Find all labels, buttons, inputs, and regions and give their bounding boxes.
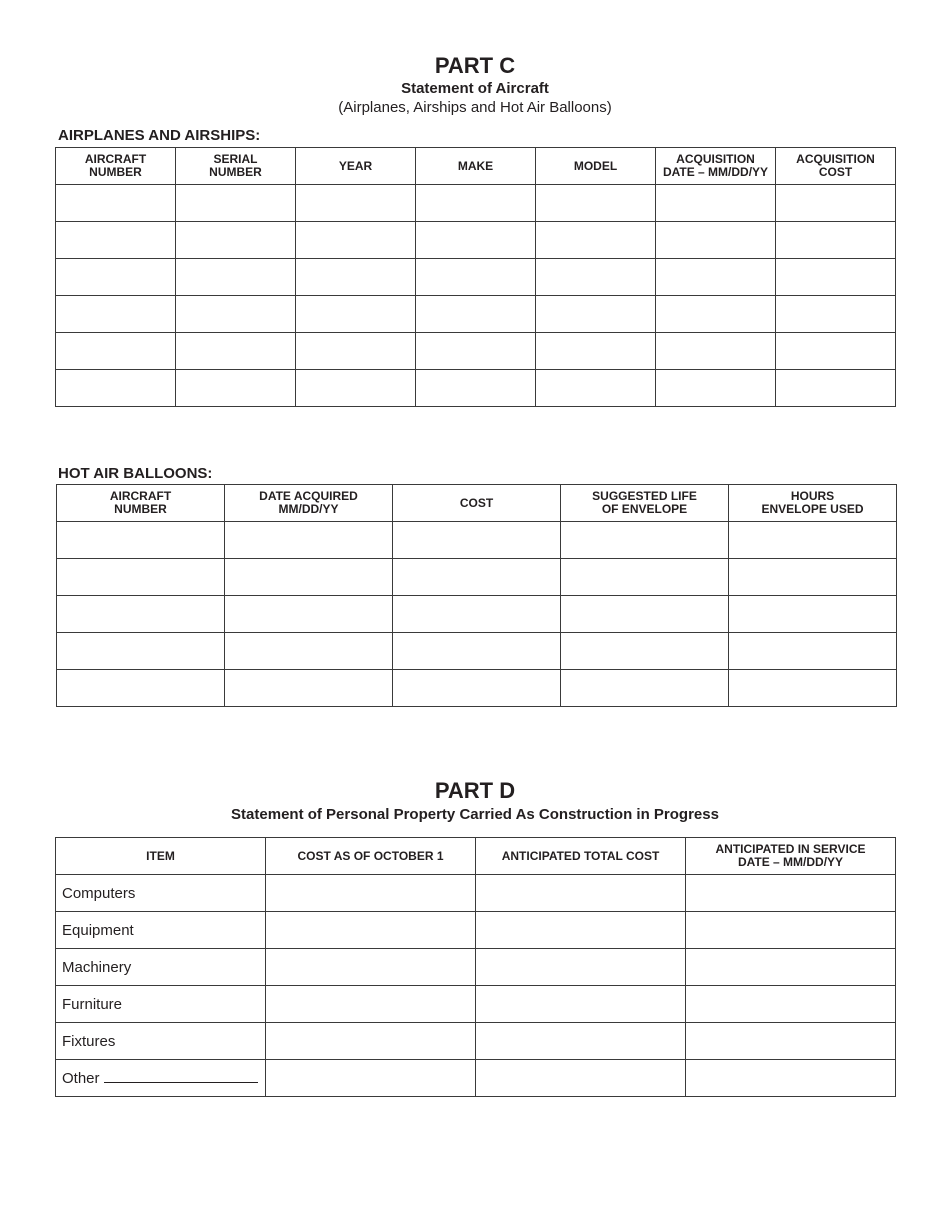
construction-item-cell [56, 949, 266, 986]
balloons-entry-cell[interactable] [729, 633, 897, 670]
construction-entry-cell[interactable] [266, 912, 476, 949]
airplanes-entry-cell[interactable] [776, 296, 896, 333]
airplanes-header-text: NUMBER [89, 165, 142, 179]
construction-entry-cell[interactable] [686, 986, 896, 1023]
construction-entry-cell[interactable] [476, 912, 686, 949]
balloons-header-cell [225, 485, 393, 522]
balloons-row [57, 670, 897, 707]
balloons-header-cell [729, 485, 897, 522]
construction-item-cell [56, 875, 266, 912]
construction-row [56, 875, 896, 912]
construction-entry-cell[interactable] [266, 986, 476, 1023]
balloons-header-text: AIRCRAFT [109, 489, 172, 503]
construction-entry-cell[interactable] [476, 875, 686, 912]
balloons-entry-cell[interactable] [393, 633, 561, 670]
airplanes-entry-cell[interactable] [416, 370, 536, 407]
balloons-entry-cell[interactable] [729, 670, 897, 707]
airplanes-header-text: ACQUISITION [676, 152, 755, 166]
airplanes-header-cell [296, 148, 416, 185]
construction-entry-cell[interactable] [686, 1060, 896, 1097]
balloons-entry-cell[interactable] [561, 633, 729, 670]
balloons-header-text: NUMBER [114, 502, 167, 516]
balloons-entry-cell[interactable] [561, 670, 729, 707]
balloons-header-text: MM/DD/YY [278, 502, 339, 516]
airplanes-entry-cell[interactable] [176, 370, 296, 407]
balloons-section-label: HOT AIR BALLOONS: [58, 465, 213, 482]
airplanes-entry-cell[interactable] [416, 185, 536, 222]
construction-entry-cell[interactable] [476, 1060, 686, 1097]
airplanes-header-text: YEAR [338, 158, 373, 173]
balloons-entry-cell[interactable] [393, 596, 561, 633]
balloons-header-text: ENVELOPE USED [761, 502, 864, 516]
airplanes-entry-cell[interactable] [536, 296, 656, 333]
airplanes-entry-cell[interactable] [536, 333, 656, 370]
construction-entry-cell[interactable] [686, 949, 896, 986]
construction-item-label: Fixtures [62, 1032, 116, 1050]
airplanes-header-text: MODEL [573, 158, 618, 173]
part-c-title: PART C [434, 53, 516, 78]
airplanes-row [56, 222, 896, 259]
balloons-row [57, 596, 897, 633]
balloons-entry-cell[interactable] [729, 596, 897, 633]
airplanes-header-row [56, 148, 896, 185]
airplanes-entry-cell[interactable] [416, 296, 536, 333]
balloons-entry-cell[interactable] [225, 596, 393, 633]
balloons-row [57, 559, 897, 596]
airplanes-header-cell [56, 148, 176, 185]
construction-item-cell [56, 912, 266, 949]
balloons-table [56, 484, 897, 707]
balloons-header-text: HOURS [790, 489, 835, 503]
airplanes-row [56, 370, 896, 407]
airplanes-table [55, 147, 896, 407]
airplanes-entry-cell[interactable] [656, 333, 776, 370]
construction-row [56, 949, 896, 986]
balloons-entry-cell[interactable] [57, 596, 225, 633]
construction-entry-cell[interactable] [266, 875, 476, 912]
airplanes-header-text: COST [818, 165, 853, 179]
airplanes-header-text: NUMBER [209, 165, 262, 179]
airplanes-header-text: SERIAL [213, 152, 258, 166]
airplanes-header-cell [776, 148, 896, 185]
construction-entry-cell[interactable] [266, 949, 476, 986]
balloons-header-cell [57, 485, 225, 522]
balloons-entry-cell[interactable] [561, 559, 729, 596]
construction-header-cell [686, 838, 896, 875]
balloons-entry-cell[interactable] [57, 633, 225, 670]
construction-header-text: ANTICIPATED TOTAL COST [501, 848, 660, 863]
airplanes-entry-cell[interactable] [656, 259, 776, 296]
part-d-title: PART D [434, 778, 516, 803]
balloons-entry-cell[interactable] [225, 559, 393, 596]
airplanes-entry-cell[interactable] [176, 296, 296, 333]
airplanes-entry-cell[interactable] [776, 259, 896, 296]
construction-row [56, 912, 896, 949]
part-d-subtitle: Statement of Personal Property Carried As Construction in Progress [231, 806, 719, 823]
airplanes-entry-cell[interactable] [296, 296, 416, 333]
construction-header-text: DATE – MM/DD/YY [737, 855, 844, 869]
construction-row [56, 986, 896, 1023]
airplanes-header-text: ACQUISITION [796, 152, 875, 166]
balloons-header-text: DATE ACQUIRED [259, 489, 358, 503]
balloons-header-row [57, 485, 897, 522]
airplanes-entry-cell[interactable] [176, 185, 296, 222]
airplanes-header-text: MAKE [457, 158, 494, 173]
part-c-subtitle: Statement of Aircraft [401, 80, 549, 97]
airplanes-entry-cell[interactable] [176, 333, 296, 370]
airplanes-entry-cell[interactable] [176, 222, 296, 259]
airplanes-entry-cell[interactable] [56, 333, 176, 370]
construction-item-label: Equipment [62, 921, 134, 939]
airplanes-entry-cell[interactable] [656, 370, 776, 407]
airplanes-entry-cell[interactable] [536, 259, 656, 296]
airplanes-entry-cell[interactable] [296, 185, 416, 222]
airplanes-entry-cell[interactable] [296, 333, 416, 370]
airplanes-entry-cell[interactable] [416, 259, 536, 296]
other-item-blank-line[interactable] [104, 1070, 258, 1083]
construction-item-cell [56, 986, 266, 1023]
balloons-entry-cell[interactable] [57, 559, 225, 596]
airplanes-entry-cell[interactable] [536, 370, 656, 407]
construction-table [55, 837, 896, 1097]
balloons-entry-cell[interactable] [561, 522, 729, 559]
airplanes-entry-cell[interactable] [776, 333, 896, 370]
airplanes-header-text: AIRCRAFT [84, 152, 147, 166]
airplanes-entry-cell[interactable] [656, 296, 776, 333]
airplanes-entry-cell[interactable] [776, 370, 896, 407]
airplanes-header-cell [176, 148, 296, 185]
balloons-row [57, 633, 897, 670]
construction-item-cell [56, 1023, 266, 1060]
balloons-entry-cell[interactable] [729, 522, 897, 559]
balloons-header-text: OF ENVELOPE [601, 502, 688, 516]
airplanes-header-cell [416, 148, 536, 185]
balloons-entry-cell[interactable] [225, 670, 393, 707]
balloons-entry-cell[interactable] [393, 670, 561, 707]
construction-entry-cell[interactable] [476, 986, 686, 1023]
airplanes-entry-cell[interactable] [296, 222, 416, 259]
construction-row [56, 1060, 896, 1097]
airplanes-entry-cell[interactable] [296, 370, 416, 407]
construction-header-cell [476, 838, 686, 875]
construction-entry-cell[interactable] [686, 875, 896, 912]
balloons-header-text: SUGGESTED LIFE [592, 489, 697, 503]
airplanes-entry-cell[interactable] [56, 185, 176, 222]
construction-entry-cell[interactable] [266, 1060, 476, 1097]
construction-item-label: Machinery [62, 958, 132, 976]
balloons-entry-cell[interactable] [729, 559, 897, 596]
balloons-entry-cell[interactable] [225, 633, 393, 670]
construction-entry-cell[interactable] [476, 1023, 686, 1060]
airplanes-entry-cell[interactable] [56, 296, 176, 333]
construction-header-text: ANTICIPATED IN SERVICE [715, 842, 866, 856]
construction-header-cell [56, 838, 266, 875]
construction-entry-cell[interactable] [266, 1023, 476, 1060]
balloons-header-text: COST [459, 495, 494, 510]
balloons-entry-cell[interactable] [393, 559, 561, 596]
construction-header-row [56, 838, 896, 875]
construction-header-text: ITEM [146, 848, 175, 863]
airplanes-entry-cell[interactable] [536, 222, 656, 259]
construction-entry-cell[interactable] [476, 949, 686, 986]
airplanes-entry-cell[interactable] [56, 370, 176, 407]
balloons-header-cell [393, 485, 561, 522]
balloons-entry-cell[interactable] [57, 670, 225, 707]
airplanes-entry-cell[interactable] [536, 185, 656, 222]
airplanes-row [56, 296, 896, 333]
construction-item-label: Computers [62, 884, 136, 902]
airplanes-entry-cell[interactable] [56, 222, 176, 259]
airplanes-section-label: AIRPLANES AND AIRSHIPS: [58, 127, 261, 144]
airplanes-row [56, 185, 896, 222]
construction-header-cell [266, 838, 476, 875]
construction-row [56, 1023, 896, 1060]
airplanes-header-cell [536, 148, 656, 185]
airplanes-entry-cell[interactable] [176, 259, 296, 296]
construction-item-label: Other [62, 1069, 100, 1087]
construction-entry-cell[interactable] [686, 912, 896, 949]
construction-item-cell [56, 1060, 266, 1097]
balloons-entry-cell[interactable] [57, 522, 225, 559]
balloons-header-cell [561, 485, 729, 522]
part-c-description: (Airplanes, Airships and Hot Air Balloons) [338, 99, 612, 116]
airplanes-entry-cell[interactable] [776, 185, 896, 222]
airplanes-header-cell [656, 148, 776, 185]
airplanes-entry-cell[interactable] [296, 259, 416, 296]
balloons-entry-cell[interactable] [393, 522, 561, 559]
airplanes-entry-cell[interactable] [656, 222, 776, 259]
construction-header-text: COST AS OF OCTOBER 1 [297, 848, 444, 863]
airplanes-entry-cell[interactable] [416, 333, 536, 370]
balloons-entry-cell[interactable] [225, 522, 393, 559]
airplanes-entry-cell[interactable] [56, 259, 176, 296]
balloons-entry-cell[interactable] [561, 596, 729, 633]
airplanes-entry-cell[interactable] [776, 222, 896, 259]
airplanes-header-text: DATE – MM/DD/YY [662, 165, 769, 179]
airplanes-row [56, 333, 896, 370]
balloons-row [57, 522, 897, 559]
airplanes-entry-cell[interactable] [656, 185, 776, 222]
airplanes-row [56, 259, 896, 296]
airplanes-entry-cell[interactable] [416, 222, 536, 259]
construction-entry-cell[interactable] [686, 1023, 896, 1060]
construction-item-label: Furniture [62, 995, 123, 1013]
